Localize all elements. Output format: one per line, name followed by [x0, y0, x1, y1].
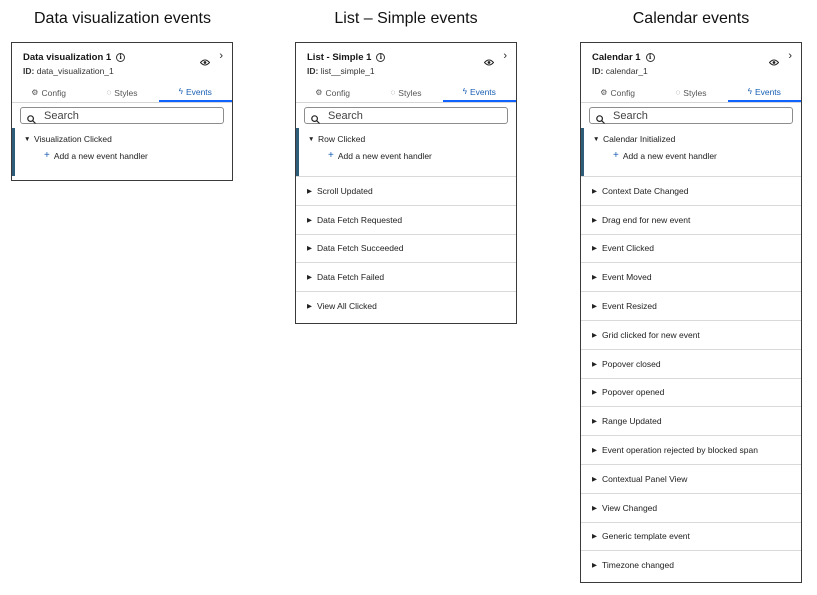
event-item-expanded [581, 128, 801, 176]
tab-config[interactable] [581, 83, 654, 102]
event-item[interactable] [296, 291, 516, 320]
calendar-panel [580, 42, 802, 583]
calendar-column-title: Calendar events [632, 10, 750, 27]
event-item[interactable] [581, 262, 801, 291]
event-item[interactable] [581, 176, 801, 205]
event-name: Data Fetch Failed [317, 272, 385, 283]
plus-icon: + [328, 150, 334, 161]
event-toggle[interactable] [593, 134, 801, 144]
caret-right-icon: ▶ [592, 331, 597, 339]
tab-label: Styles [683, 87, 707, 98]
search-icon [27, 111, 36, 120]
caret-right-icon: ▶ [592, 216, 597, 224]
search-icon [311, 111, 320, 120]
add-event-handler-button[interactable] [328, 151, 516, 161]
panel-tabs [12, 83, 232, 103]
search-box [20, 107, 224, 124]
event-item-expanded [12, 128, 232, 176]
event-name: Data Fetch Succeeded [317, 243, 404, 254]
caret-right-icon: ▶ [592, 245, 597, 253]
component-name [23, 52, 221, 63]
component-name-label: List - Simple 1 [307, 52, 372, 63]
tab-label: Styles [398, 87, 422, 98]
event-name: View Changed [602, 502, 658, 513]
event-name: Drag end for new event [602, 214, 691, 225]
event-item[interactable] [296, 205, 516, 234]
tab-label: Config [610, 87, 636, 98]
panel-tabs [581, 83, 801, 103]
event-name: Scroll Updated [317, 185, 373, 196]
caret-right-icon: ▶ [592, 303, 597, 311]
event-name: Timezone changed [602, 560, 674, 571]
panel-header [581, 43, 801, 83]
add-handler-label: Add a new event handler [53, 151, 148, 161]
component-name [592, 52, 790, 63]
panel-tabs [296, 83, 516, 103]
event-name: View All Clicked [317, 301, 377, 312]
gear-icon: ⚙ [315, 87, 323, 97]
event-toggle[interactable] [308, 134, 516, 144]
gear-icon: ⚙ [600, 87, 608, 97]
event-name: Grid clicked for new event [602, 329, 700, 340]
info-icon[interactable]: i [116, 53, 125, 62]
event-item[interactable] [581, 550, 801, 579]
event-item[interactable] [581, 234, 801, 263]
caret-right-icon: ▶ [592, 533, 597, 541]
add-handler-label: Add a new event handler [337, 151, 432, 161]
id-value: calendar_1 [605, 66, 648, 76]
add-handler-label: Add a new event handler [622, 151, 717, 161]
tab-config[interactable] [12, 83, 85, 102]
component-id [23, 66, 221, 76]
caret-down-icon: ▼ [24, 135, 31, 143]
caret-right-icon: ▶ [592, 447, 597, 455]
tab-styles[interactable] [369, 83, 442, 102]
palette-icon: ◌ [675, 87, 681, 97]
panel-header [12, 43, 232, 83]
component-name-label: Calendar 1 [592, 52, 641, 63]
component-id [307, 66, 505, 76]
tab-styles[interactable] [85, 83, 158, 102]
tab-label: Styles [114, 87, 138, 98]
id-label: ID: [307, 66, 319, 76]
event-name: Calendar Initialized [603, 134, 676, 144]
lightning-icon: ϟ [178, 86, 183, 96]
chevron-right-icon[interactable]: › [788, 50, 792, 62]
chevron-right-icon[interactable]: › [219, 50, 223, 62]
event-item[interactable] [296, 234, 516, 263]
event-toggle[interactable] [24, 134, 232, 144]
id-value: data_visualization_1 [36, 66, 114, 76]
event-name: Event operation rejected by blocked span [602, 445, 758, 456]
event-name: Visualization Clicked [34, 134, 112, 144]
event-item-expanded [296, 128, 516, 176]
caret-right-icon: ▶ [592, 274, 597, 282]
eye-icon[interactable] [200, 53, 210, 60]
caret-right-icon: ▶ [307, 303, 312, 311]
event-name: Event Clicked [602, 243, 654, 254]
search-input[interactable] [613, 110, 763, 122]
component-id [592, 66, 790, 76]
event-name: Context Date Changed [602, 185, 689, 196]
event-item[interactable] [581, 378, 801, 407]
add-event-handler-button[interactable] [613, 151, 801, 161]
event-item[interactable] [581, 205, 801, 234]
caret-right-icon: ▶ [592, 389, 597, 397]
tab-label: Events [469, 86, 496, 97]
id-label: ID: [23, 66, 35, 76]
id-label: ID: [592, 66, 604, 76]
caret-right-icon: ▶ [592, 562, 597, 570]
event-item[interactable] [581, 406, 801, 435]
lightning-icon: ϟ [747, 86, 752, 96]
search-icon [596, 111, 605, 120]
info-icon[interactable]: i [376, 53, 385, 62]
panel-header [296, 43, 516, 83]
caret-right-icon: ▶ [592, 504, 597, 512]
tab-label: Events [185, 86, 212, 97]
palette-icon: ◌ [390, 87, 396, 97]
plus-icon: + [613, 150, 619, 161]
event-name: Popover opened [602, 387, 665, 398]
tab-label: Config [41, 87, 67, 98]
caret-right-icon: ▶ [307, 216, 312, 224]
gear-icon: ⚙ [31, 87, 39, 97]
caret-right-icon: ▶ [307, 274, 312, 282]
event-item[interactable] [296, 262, 516, 291]
event-item[interactable] [581, 493, 801, 522]
event-item[interactable] [581, 349, 801, 378]
caret-right-icon: ▶ [592, 475, 597, 483]
chevron-right-icon[interactable]: › [503, 50, 507, 62]
event-item[interactable] [581, 522, 801, 551]
search-box [304, 107, 508, 124]
event-name: Event Resized [602, 301, 657, 312]
id-value: list__simple_1 [320, 66, 375, 76]
eye-icon[interactable] [484, 53, 494, 60]
event-item[interactable] [581, 464, 801, 493]
palette-icon: ◌ [106, 87, 112, 97]
caret-right-icon: ▶ [592, 360, 597, 368]
event-name: Popover closed [602, 358, 661, 369]
search-box [589, 107, 793, 124]
tab-label: Config [325, 87, 351, 98]
caret-right-icon: ▶ [307, 187, 312, 195]
eye-icon[interactable] [769, 53, 779, 60]
event-name: Contextual Panel View [602, 473, 688, 484]
event-name: Range Updated [602, 416, 662, 427]
lightning-icon: ϟ [462, 86, 467, 96]
tab-events[interactable] [443, 83, 516, 102]
tab-styles[interactable] [654, 83, 727, 102]
search-input[interactable] [328, 110, 478, 122]
event-item[interactable] [581, 291, 801, 320]
tab-label: Events [754, 86, 781, 97]
tab-events[interactable] [159, 83, 232, 102]
event-item[interactable] [296, 176, 516, 205]
dataviz-column-title: Data visualization events [34, 10, 211, 27]
add-event-handler-button[interactable] [44, 151, 232, 161]
search-input[interactable] [44, 110, 194, 122]
tab-events[interactable] [728, 83, 801, 102]
event-name: Row Clicked [318, 134, 366, 144]
caret-right-icon: ▶ [592, 187, 597, 195]
event-item[interactable] [581, 320, 801, 349]
caret-down-icon: ▼ [593, 135, 600, 143]
event-name: Data Fetch Requested [317, 214, 403, 225]
plus-icon: + [44, 150, 50, 161]
event-name: Event Moved [602, 272, 652, 283]
list-panel [295, 42, 517, 324]
component-name-label: Data visualization 1 [23, 52, 112, 63]
caret-right-icon: ▶ [307, 245, 312, 253]
info-icon[interactable]: i [646, 53, 655, 62]
dataviz-panel [11, 42, 233, 181]
event-item[interactable] [581, 435, 801, 464]
tab-config[interactable] [296, 83, 369, 102]
caret-right-icon: ▶ [592, 418, 597, 426]
caret-down-icon: ▼ [308, 135, 315, 143]
component-name [307, 52, 505, 63]
event-name: Generic template event [602, 531, 690, 542]
list-column-title: List – Simple events [334, 10, 478, 27]
